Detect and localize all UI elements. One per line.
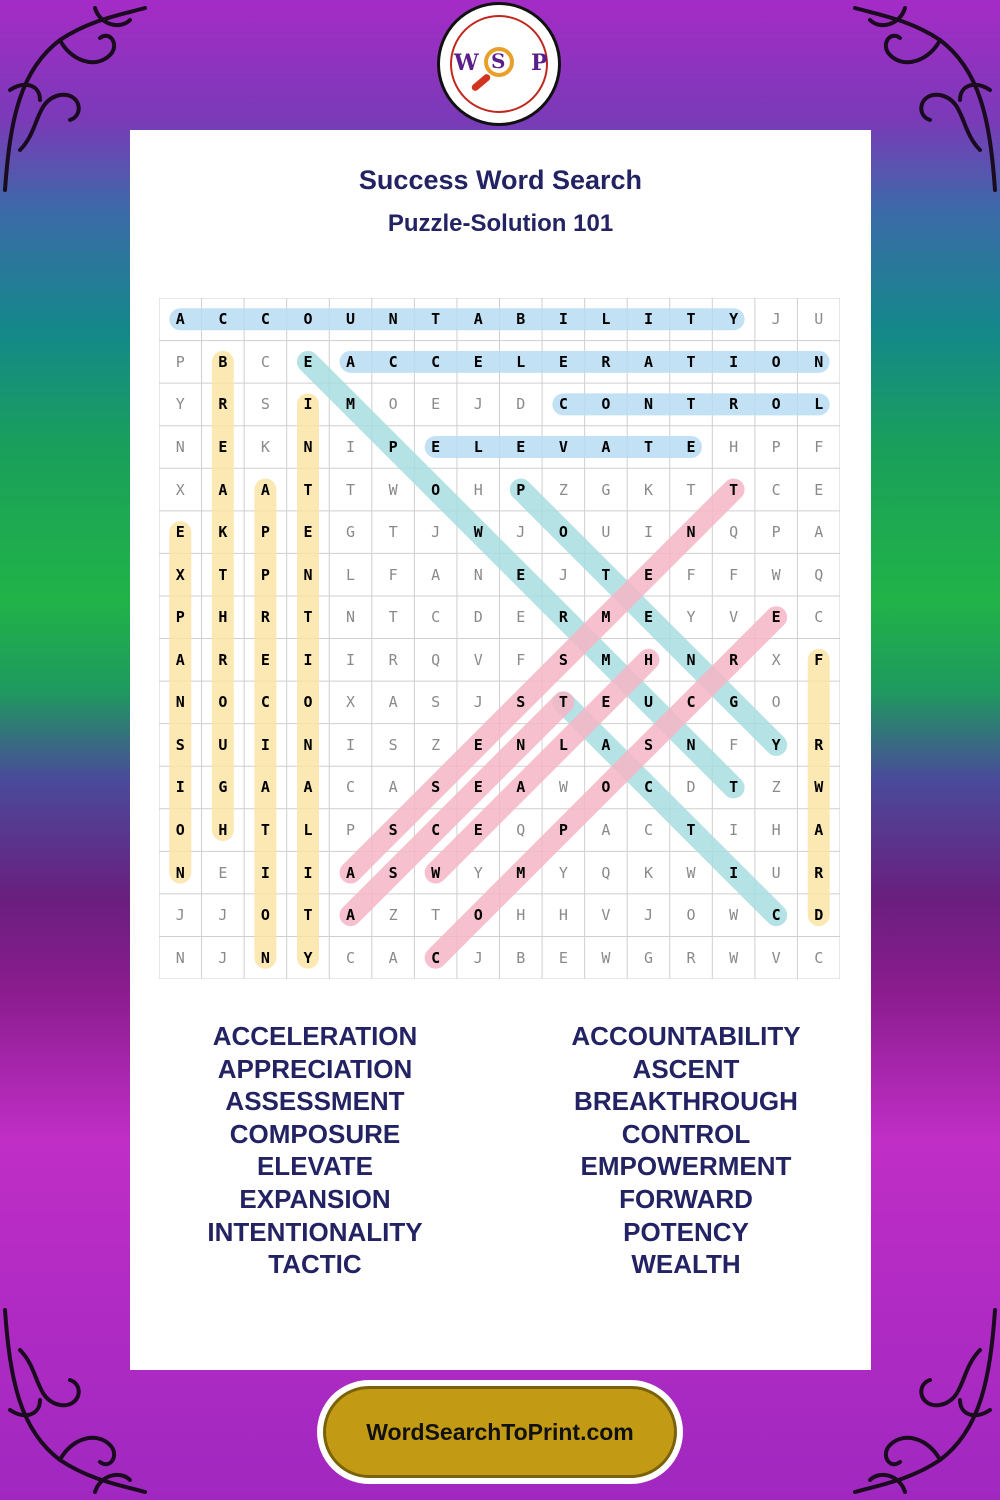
- word-list-item: ACCOUNTABILITY: [571, 1021, 801, 1051]
- grid-cell: Q: [729, 523, 739, 542]
- grid-cell: E: [516, 437, 526, 456]
- grid-cell: T: [686, 310, 696, 329]
- grid-cell: C: [431, 821, 441, 840]
- grid-cell: K: [643, 863, 653, 882]
- word-list-item: EXPANSION: [239, 1183, 391, 1214]
- grid-cell: N: [516, 735, 526, 754]
- grid-cell: J: [473, 395, 483, 414]
- grid-cell: C: [346, 778, 356, 797]
- grid-cell: G: [346, 523, 356, 542]
- grid-cell: P: [175, 608, 185, 627]
- grid-cell: W: [729, 948, 739, 967]
- grid-cell: O: [771, 395, 781, 414]
- word-list-left: [130, 1020, 500, 1281]
- grid-cell: A: [303, 778, 313, 797]
- grid-cell: Y: [558, 863, 568, 882]
- grid-cell: I: [260, 735, 270, 754]
- grid-cell: E: [431, 437, 441, 456]
- grid-cell: I: [346, 650, 356, 669]
- grid-cell: K: [218, 523, 228, 542]
- grid-cell: K: [643, 480, 653, 499]
- grid-cell: H: [516, 906, 526, 925]
- grid-cell: E: [643, 565, 653, 584]
- grid-cell: O: [303, 693, 313, 712]
- website-button[interactable]: [323, 1386, 677, 1478]
- grid-cell: J: [643, 906, 653, 925]
- grid-cell: X: [771, 650, 781, 669]
- corner-ornament-top-left: [0, 0, 150, 200]
- corner-ornament-top-right: [850, 0, 1000, 200]
- grid-cell: G: [601, 480, 611, 499]
- grid-cell: N: [388, 310, 398, 329]
- puzzle-panel: [130, 130, 871, 1370]
- grid-cell: U: [643, 693, 653, 712]
- grid-cell: E: [686, 437, 696, 456]
- grid-cell: E: [260, 650, 270, 669]
- grid-cell: W: [814, 778, 824, 797]
- grid-cell: I: [558, 310, 568, 329]
- grid-cell: E: [643, 608, 653, 627]
- grid-cell: P: [558, 821, 568, 840]
- grid-cell: M: [601, 650, 611, 669]
- grid-cell: T: [303, 480, 313, 499]
- grid-cell: R: [218, 650, 228, 669]
- word-list-item: BREAKTHROUGH: [574, 1086, 798, 1117]
- grid-cell: N: [686, 650, 696, 669]
- grid-cell: J: [558, 565, 568, 584]
- grid-cell: U: [346, 310, 356, 329]
- grid-cell: A: [814, 523, 824, 542]
- grid-cell: C: [771, 906, 781, 925]
- grid-cell: O: [686, 906, 696, 925]
- grid-cell: J: [473, 948, 483, 967]
- grid-cell: G: [218, 778, 228, 797]
- grid-cell: P: [346, 821, 356, 840]
- grid-cell: Q: [814, 565, 824, 584]
- grid-cell: J: [175, 906, 185, 925]
- grid-cell: I: [643, 523, 653, 542]
- grid-cell: I: [303, 863, 313, 882]
- grid-cell: N: [175, 948, 185, 967]
- grid-cell: O: [388, 395, 398, 414]
- grid-cell: N: [175, 437, 185, 456]
- grid-cell: V: [729, 608, 739, 627]
- grid-cell: T: [303, 906, 313, 925]
- grid-cell: T: [260, 821, 270, 840]
- grid-cell: R: [686, 948, 696, 967]
- grid-cell: P: [516, 480, 526, 499]
- grid-cell: N: [303, 437, 313, 456]
- grid-cell: A: [473, 310, 483, 329]
- grid-cell: Z: [431, 735, 441, 754]
- grid-cell: I: [260, 863, 270, 882]
- grid-cell: Y: [303, 948, 313, 967]
- grid-cell: Y: [771, 735, 781, 754]
- grid-cell: C: [558, 395, 568, 414]
- grid-cell: O: [303, 310, 313, 329]
- grid-cell: O: [431, 480, 441, 499]
- grid-cell: O: [175, 821, 185, 840]
- grid-cell: Y: [175, 395, 185, 414]
- grid-cell: G: [643, 948, 653, 967]
- corner-ornament-bottom-right: [850, 1300, 1000, 1500]
- grid-cell: C: [218, 310, 228, 329]
- grid-cell: T: [601, 565, 611, 584]
- word-list-item: FORWARD: [619, 1183, 753, 1214]
- grid-cell: S: [388, 735, 398, 754]
- grid-cell: N: [473, 565, 483, 584]
- grid-cell: A: [388, 778, 398, 797]
- grid-cell: N: [175, 693, 185, 712]
- grid-cell: F: [388, 565, 398, 584]
- grid-cell: A: [175, 650, 185, 669]
- grid-cell: E: [558, 352, 568, 371]
- grid-cell: D: [516, 395, 526, 414]
- grid-cell: N: [303, 735, 313, 754]
- grid-cell: W: [601, 948, 611, 967]
- grid-cell: S: [260, 395, 270, 414]
- grid-cell: S: [516, 693, 526, 712]
- grid-cell: W: [771, 565, 781, 584]
- grid-cell: Q: [516, 821, 526, 840]
- grid-cell: A: [260, 480, 270, 499]
- grid-cell: O: [218, 693, 228, 712]
- grid-cell: L: [601, 310, 611, 329]
- grid-cell: V: [771, 948, 781, 967]
- grid-cell: H: [218, 821, 228, 840]
- grid-cell: E: [218, 437, 228, 456]
- grid-cell: E: [175, 523, 185, 542]
- grid-cell: S: [388, 821, 398, 840]
- grid-cell: S: [388, 863, 398, 882]
- grid-cell: C: [643, 821, 653, 840]
- grid-cell: T: [729, 778, 739, 797]
- grid-cell: N: [686, 523, 696, 542]
- grid-cell: H: [473, 480, 483, 499]
- grid-cell: N: [814, 352, 824, 371]
- grid-cell: S: [431, 693, 441, 712]
- grid-cell: B: [218, 352, 228, 371]
- grid-cell: O: [771, 693, 781, 712]
- grid-cell: T: [431, 906, 441, 925]
- grid-cell: N: [260, 948, 270, 967]
- grid-cell: R: [218, 395, 228, 414]
- grid-cell: E: [601, 693, 611, 712]
- word-list-item: WEALTH: [631, 1249, 741, 1280]
- grid-cell: O: [260, 906, 270, 925]
- word-list-item: POTENCY: [623, 1216, 749, 1247]
- word-list-item: CONTROL: [621, 1118, 751, 1149]
- grid-cell: T: [303, 608, 313, 627]
- grid-cell: E: [431, 395, 441, 414]
- grid-cell: F: [814, 650, 824, 669]
- grid-cell: I: [729, 821, 739, 840]
- grid-cell: G: [729, 693, 739, 712]
- grid-cell: O: [601, 395, 611, 414]
- grid-cell: A: [601, 821, 611, 840]
- word-list-item: ELEVATE: [256, 1151, 374, 1182]
- grid-cell: E: [771, 608, 781, 627]
- grid-cell: C: [431, 352, 441, 371]
- grid-cell: K: [260, 437, 270, 456]
- grid-cell: I: [346, 735, 356, 754]
- page-subtitle: Puzzle-Solution 101: [387, 210, 614, 237]
- grid-cell: P: [771, 437, 781, 456]
- grid-cell: Y: [686, 608, 696, 627]
- grid-cell: N: [686, 735, 696, 754]
- grid-cell: D: [686, 778, 696, 797]
- grid-cell: T: [686, 352, 696, 371]
- grid-cell: W: [686, 863, 696, 882]
- grid-cell: R: [814, 735, 824, 754]
- grid-cell: W: [388, 480, 398, 499]
- grid-cell: L: [516, 352, 526, 371]
- grid-cell: H: [558, 906, 568, 925]
- grid-cell: [797, 681, 840, 724]
- grid-cell: N: [643, 395, 653, 414]
- grid-cell: L: [814, 395, 824, 414]
- grid-cell: D: [814, 906, 824, 925]
- grid-cell: J: [218, 948, 228, 967]
- grid-cell: S: [175, 735, 185, 754]
- grid-cell: W: [558, 778, 568, 797]
- grid-cell: F: [516, 650, 526, 669]
- word-search-grid: [159, 298, 840, 979]
- word-list-item: COMPOSURE: [229, 1118, 401, 1149]
- logo-letter-w: W: [454, 50, 479, 76]
- grid-cell: A: [601, 735, 611, 754]
- grid-cell: P: [260, 565, 270, 584]
- grid-cell: J: [218, 906, 228, 925]
- grid-cell: I: [346, 437, 356, 456]
- word-list-item: ASSESSMENT: [225, 1086, 405, 1117]
- grid-cell: N: [175, 863, 185, 882]
- grid-cell: J: [771, 310, 781, 329]
- grid-cell: Q: [431, 650, 441, 669]
- word-list-item: TACTIC: [268, 1249, 362, 1280]
- grid-cell: F: [729, 565, 739, 584]
- grid-cell: I: [175, 778, 185, 797]
- grid-cell: A: [218, 480, 228, 499]
- corner-ornament-bottom-left: [0, 1300, 150, 1500]
- site-logo[interactable]: [437, 2, 561, 126]
- grid-cell: P: [260, 523, 270, 542]
- grid-cell: Q: [601, 863, 611, 882]
- grid-cell: Z: [388, 906, 398, 925]
- grid-cell: F: [686, 565, 696, 584]
- grid-cell: A: [346, 906, 356, 925]
- grid-cell: E: [814, 480, 824, 499]
- grid-cell: U: [218, 735, 228, 754]
- grid-cell: R: [558, 608, 568, 627]
- grid-cell: Z: [771, 778, 781, 797]
- grid-cell: A: [601, 437, 611, 456]
- grid-cell: I: [303, 395, 313, 414]
- grid-cell: C: [346, 948, 356, 967]
- word-list-item: INTENTIONALITY: [207, 1216, 423, 1247]
- grid-cell: I: [729, 863, 739, 882]
- grid-cell: Y: [473, 863, 483, 882]
- grid-cell: O: [473, 906, 483, 925]
- grid-cell: R: [260, 608, 270, 627]
- grid-cell: H: [643, 650, 653, 669]
- word-list-right: [501, 1020, 871, 1281]
- logo-letter-s: S: [491, 49, 506, 73]
- grid-cell: T: [686, 395, 696, 414]
- grid-cell: J: [431, 523, 441, 542]
- grid-cell: C: [431, 948, 441, 967]
- grid-cell: V: [558, 437, 568, 456]
- grid-cell: T: [643, 437, 653, 456]
- grid-cell: E: [516, 565, 526, 584]
- grid-cell: C: [771, 480, 781, 499]
- grid-cell: V: [473, 650, 483, 669]
- grid-cell: T: [218, 565, 228, 584]
- grid-cell: A: [346, 863, 356, 882]
- grid-cell: H: [218, 608, 228, 627]
- grid-cell: I: [729, 352, 739, 371]
- grid-cell: S: [558, 650, 568, 669]
- grid-cell: C: [388, 352, 398, 371]
- word-list-item: ASCENT: [632, 1053, 740, 1084]
- grid-cell: E: [473, 778, 483, 797]
- grid-cell: W: [729, 906, 739, 925]
- grid-cell: C: [643, 778, 653, 797]
- grid-cell: W: [473, 523, 483, 542]
- grid-cell: V: [601, 906, 611, 925]
- grid-cell: U: [771, 863, 781, 882]
- grid-cell: N: [303, 565, 313, 584]
- grid-cell: U: [601, 523, 611, 542]
- grid-cell: E: [303, 523, 313, 542]
- grid-cell: R: [388, 650, 398, 669]
- grid-cell: C: [431, 608, 441, 627]
- grid-cell: E: [473, 821, 483, 840]
- grid-cell: L: [473, 437, 483, 456]
- grid-cell: M: [516, 863, 526, 882]
- grid-cell: C: [814, 608, 824, 627]
- grid-cell: C: [260, 693, 270, 712]
- grid-cell: E: [303, 352, 313, 371]
- grid-cell: A: [175, 310, 185, 329]
- grid-cell: C: [260, 310, 270, 329]
- grid-cell: M: [601, 608, 611, 627]
- grid-cell: E: [473, 735, 483, 754]
- grid-cell: A: [388, 693, 398, 712]
- grid-cell: T: [686, 480, 696, 499]
- grid-cell: A: [388, 948, 398, 967]
- grid-cell: A: [516, 778, 526, 797]
- grid-cell: F: [814, 437, 824, 456]
- grid-cell: A: [431, 565, 441, 584]
- grid-cell: L: [303, 821, 313, 840]
- grid-cell: T: [388, 608, 398, 627]
- grid-cell: C: [260, 352, 270, 371]
- grid-cell: R: [729, 395, 739, 414]
- grid-cell: W: [431, 863, 441, 882]
- grid-cell: O: [558, 523, 568, 542]
- grid-cell: L: [346, 565, 356, 584]
- grid-cell: T: [346, 480, 356, 499]
- grid-letters: [159, 298, 840, 979]
- grid-cell: X: [175, 480, 185, 499]
- grid-cell: B: [516, 948, 526, 967]
- grid-cell: T: [388, 523, 398, 542]
- grid-cell: B: [516, 310, 526, 329]
- logo-letter-p: P: [531, 50, 548, 76]
- grid-cell: H: [771, 821, 781, 840]
- grid-cell: A: [814, 821, 824, 840]
- grid-cell: E: [516, 608, 526, 627]
- word-list-item: EMPOWERMENT: [580, 1151, 792, 1182]
- grid-cell: M: [346, 395, 356, 414]
- grid-cell: E: [558, 948, 568, 967]
- grid-cell: Z: [558, 480, 568, 499]
- grid-cell: J: [516, 523, 526, 542]
- grid-cell: R: [729, 650, 739, 669]
- word-list-item: ACCELERATION: [212, 1021, 418, 1051]
- grid-cell: U: [814, 310, 824, 329]
- grid-cell: O: [601, 778, 611, 797]
- grid-cell: E: [218, 863, 228, 882]
- grid-cell: P: [175, 352, 185, 371]
- grid-cell: C: [686, 693, 696, 712]
- grid-cell: T: [686, 821, 696, 840]
- grid-cell: D: [473, 608, 483, 627]
- grid-cell: C: [814, 948, 824, 967]
- page-title: Success Word Search: [358, 165, 643, 195]
- grid-cell: O: [771, 352, 781, 371]
- grid-cell: T: [729, 480, 739, 499]
- grid-cell: A: [346, 352, 356, 371]
- grid-cell: L: [558, 735, 568, 754]
- grid-cell: P: [771, 523, 781, 542]
- grid-cell: H: [729, 437, 739, 456]
- grid-cell: X: [346, 693, 356, 712]
- grid-cell: F: [729, 735, 739, 754]
- grid-cell: Y: [729, 310, 739, 329]
- grid-cell: I: [303, 650, 313, 669]
- grid-cell: N: [346, 608, 356, 627]
- grid-cell: P: [388, 437, 398, 456]
- grid-cell: X: [175, 565, 185, 584]
- grid-cell: R: [601, 352, 611, 371]
- grid-cell: T: [558, 693, 568, 712]
- grid-cell: A: [260, 778, 270, 797]
- grid-cell: I: [643, 310, 653, 329]
- grid-cell: J: [473, 693, 483, 712]
- website-label: WordSearchToPrint.com: [366, 1418, 634, 1445]
- grid-cell: A: [643, 352, 653, 371]
- grid-cell: R: [814, 863, 824, 882]
- grid-cell: S: [431, 778, 441, 797]
- grid-cell: E: [473, 352, 483, 371]
- grid-cell: S: [643, 735, 653, 754]
- word-list-item: APPRECIATION: [217, 1053, 413, 1084]
- grid-cell: T: [431, 310, 441, 329]
